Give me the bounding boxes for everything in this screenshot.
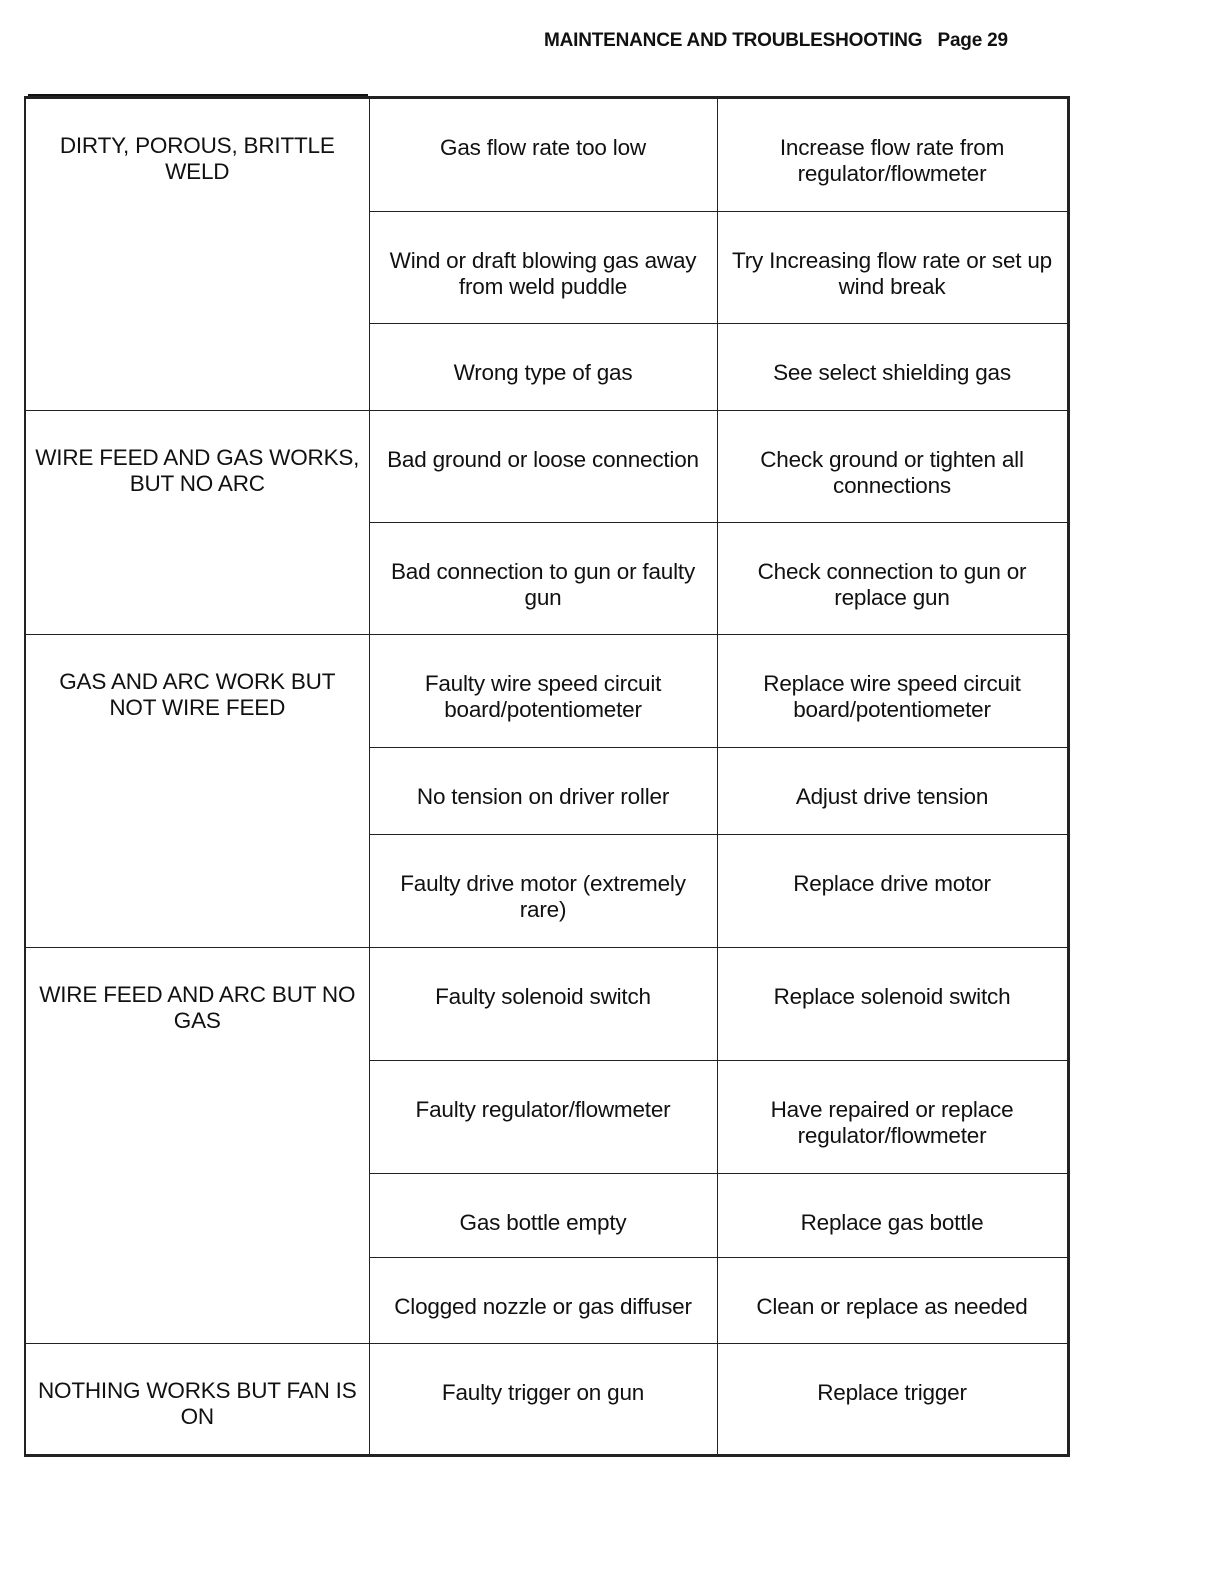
cause-text: Faulty wire speed circuit board/potentiometer <box>424 671 662 722</box>
problem-cell <box>25 411 369 635</box>
remedy-cell <box>717 748 1068 835</box>
problem-cell <box>25 948 369 1344</box>
table-row <box>25 411 1068 523</box>
cause-text: Bad connection to gun or faulty gun <box>390 559 695 610</box>
cause-cell <box>369 835 717 948</box>
remedy-cell <box>717 835 1068 948</box>
remedy-cell <box>717 212 1068 324</box>
problem-cell <box>25 98 369 411</box>
remedy-text: See select shielding gas <box>773 360 1011 385</box>
remedy-text: Adjust drive tension <box>795 784 989 809</box>
remedy-cell <box>717 1174 1068 1258</box>
table-row <box>25 948 1068 1061</box>
remedy-cell <box>717 523 1068 635</box>
remedy-cell <box>717 635 1068 748</box>
cause-text: Gas flow rate too low <box>440 135 646 160</box>
remedy-cell <box>717 324 1068 411</box>
cause-cell <box>369 948 717 1061</box>
problem-cell <box>25 635 369 948</box>
remedy-text: Try Increasing flow rate or set up wind break <box>732 248 1052 299</box>
cause-text: Faulty regulator/flowmeter <box>415 1097 671 1122</box>
cause-text: Bad ground or loose connection <box>387 447 699 472</box>
cause-text: Faulty solenoid switch <box>435 984 651 1009</box>
cause-cell <box>369 523 717 635</box>
remedy-text: Replace drive motor <box>793 871 991 896</box>
cause-cell <box>369 635 717 748</box>
cause-cell <box>369 1258 717 1344</box>
remedy-cell <box>717 411 1068 523</box>
problem-text: NOTHING WORKS BUT FAN IS ON <box>37 1378 357 1429</box>
cause-cell <box>369 98 717 212</box>
section-title: MAINTENANCE AND TROUBLESHOOTING <box>544 30 923 51</box>
problem-text: WIRE FEED AND GAS WORKS, BUT NO ARC <box>35 445 360 496</box>
remedy-text: Replace solenoid switch <box>773 984 1011 1009</box>
cause-text: Faulty trigger on gun <box>441 1380 645 1405</box>
table-row <box>25 1344 1068 1456</box>
cause-text: Gas bottle empty <box>459 1210 627 1235</box>
remedy-cell <box>717 948 1068 1061</box>
cause-cell <box>369 1344 717 1456</box>
cause-cell <box>369 411 717 523</box>
remedy-cell <box>717 98 1068 212</box>
cause-cell <box>369 212 717 324</box>
remedy-text: Check ground or tighten all connections <box>760 447 1024 498</box>
remedy-text: Clean or replace as needed <box>756 1294 1028 1319</box>
remedy-cell <box>717 1258 1068 1344</box>
remedy-text: Replace wire speed circuit board/potentiometer <box>763 671 1021 722</box>
problem-text: WIRE FEED AND ARC BUT NO GAS <box>39 982 356 1033</box>
cause-text: Wind or draft blowing gas away from weld puddle <box>389 248 697 299</box>
problem-text: GAS AND ARC WORK BUT NOT WIRE FEED <box>59 669 336 720</box>
remedy-cell <box>717 1344 1068 1456</box>
troubleshooting-table <box>24 96 1070 1457</box>
remedy-cell <box>717 1061 1068 1174</box>
problem-text: DIRTY, POROUS, BRITTLE WELD <box>59 133 335 184</box>
remedy-text: Replace gas bottle <box>800 1210 984 1235</box>
cause-cell <box>369 1174 717 1258</box>
table-row <box>25 98 1068 212</box>
cause-text: No tension on driver roller <box>416 784 670 809</box>
problem-cell <box>25 1344 369 1456</box>
page-number: Page 29 <box>937 30 1008 51</box>
page-header <box>544 30 1008 52</box>
remedy-text: Check connection to gun or replace gun <box>757 559 1027 610</box>
remedy-text: Have repaired or replace regulator/flowmeter <box>770 1097 1014 1148</box>
cause-text: Clogged nozzle or gas diffuser <box>394 1294 692 1319</box>
remedy-text: Replace trigger <box>817 1380 967 1405</box>
cause-text: Faulty drive motor (extremely rare) <box>400 871 686 922</box>
cause-text: Wrong type of gas <box>453 360 633 385</box>
cause-cell <box>369 1061 717 1174</box>
cause-cell <box>369 748 717 835</box>
remedy-text: Increase flow rate from regulator/flowmeter <box>779 135 1005 186</box>
table-row <box>25 635 1068 748</box>
cause-cell <box>369 324 717 411</box>
